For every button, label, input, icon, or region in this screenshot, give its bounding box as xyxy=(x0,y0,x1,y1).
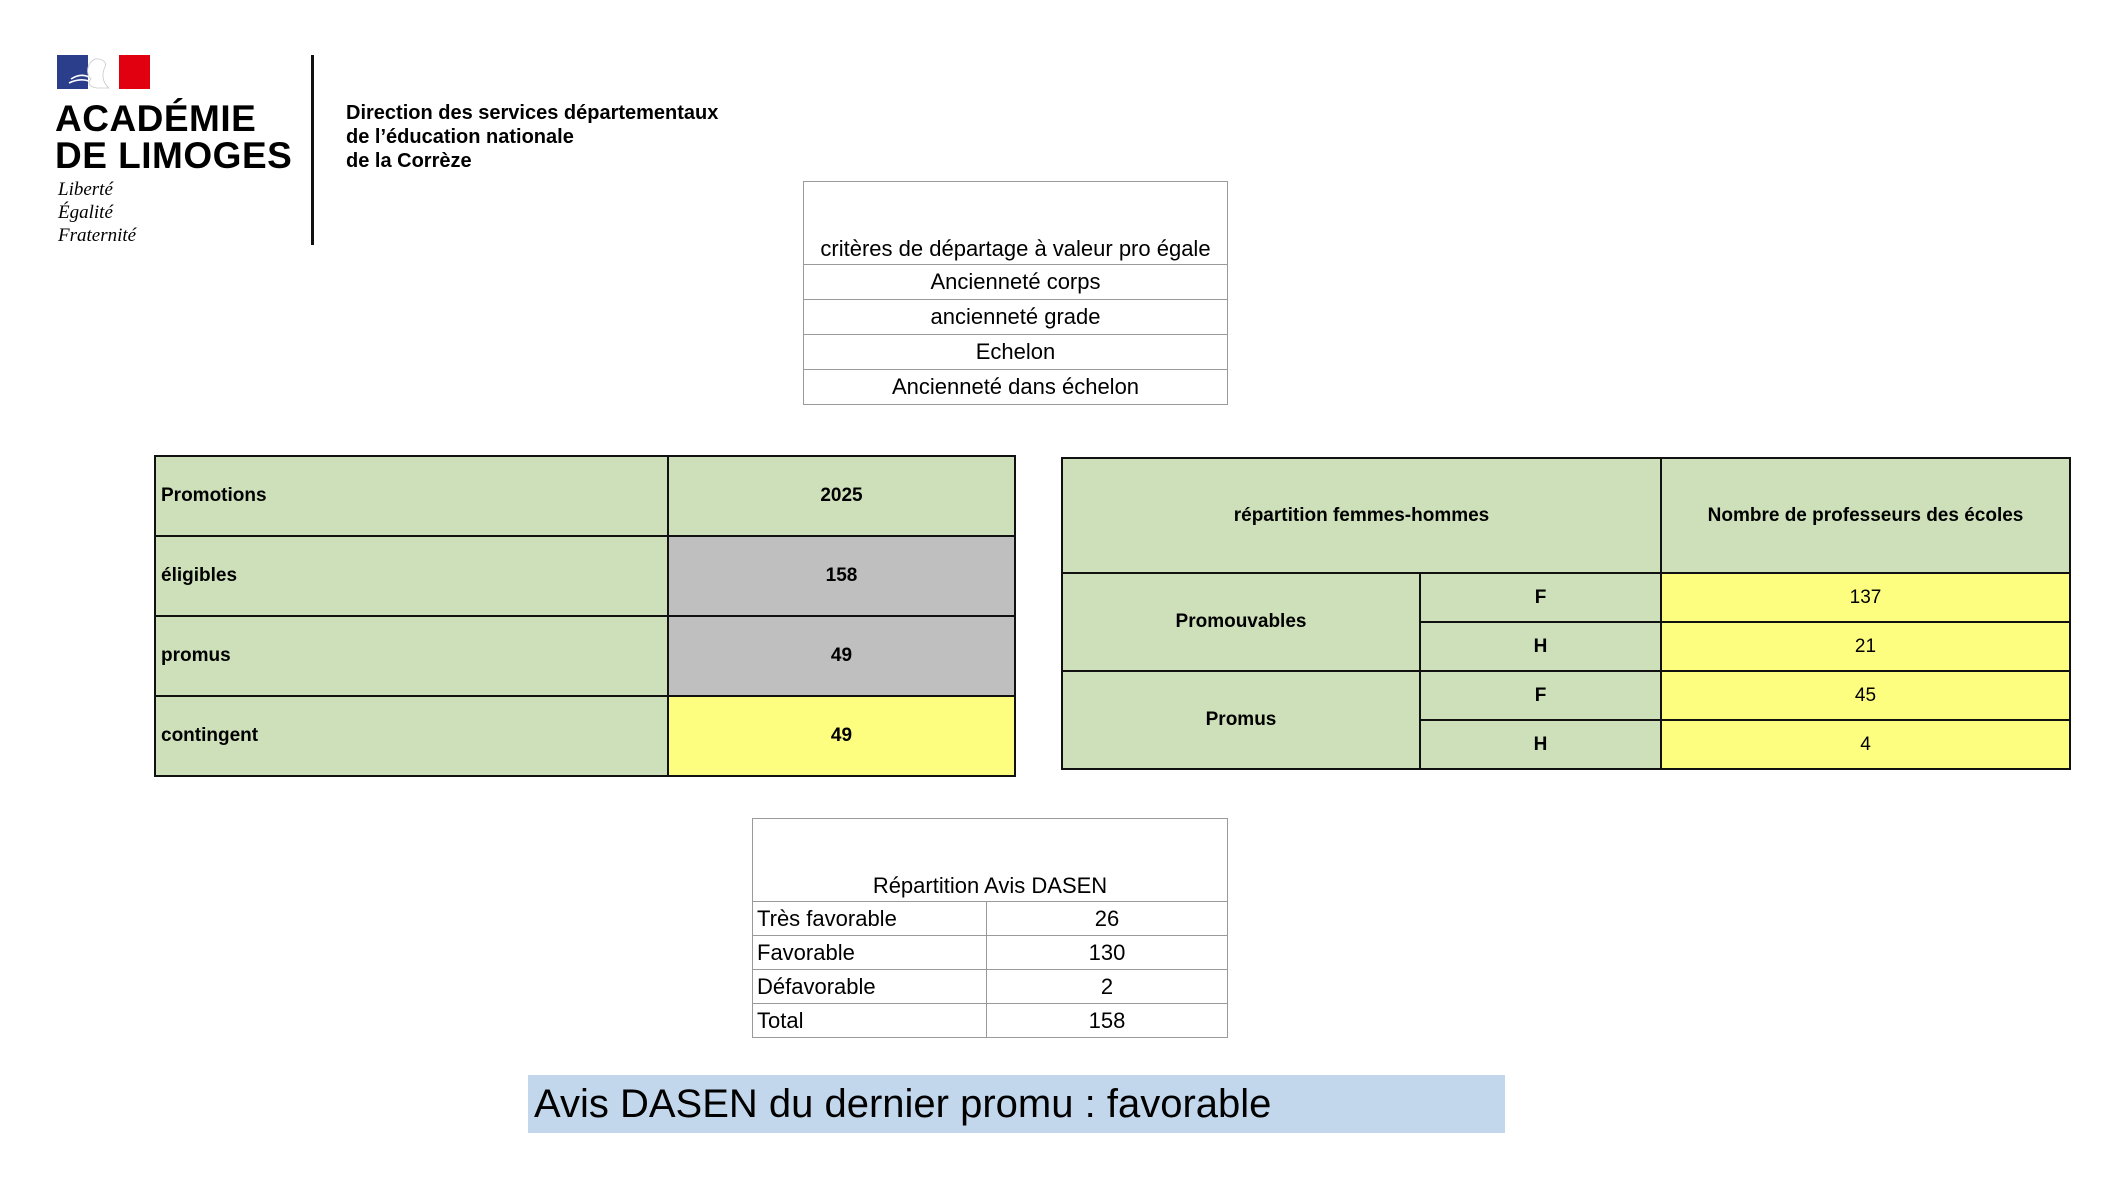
dasen-label: Très favorable xyxy=(753,902,987,936)
motto-fraternite: Fraternité xyxy=(58,225,137,246)
dasen-last-promoted-banner: Avis DASEN du dernier promu : favorable xyxy=(528,1075,1505,1133)
criteria-item: Ancienneté dans échelon xyxy=(804,370,1228,405)
direction-text xyxy=(346,101,718,173)
sex-cell: H xyxy=(1420,720,1661,769)
dasen-value: 2 xyxy=(987,970,1228,1004)
logo-title-line1: ACADÉMIE xyxy=(55,98,257,139)
row-label-promus: promus xyxy=(155,616,668,696)
criteria-item: ancienneté grade xyxy=(804,300,1228,335)
repartition-table xyxy=(1061,457,2071,770)
table-row xyxy=(155,456,1015,536)
row-label-contingent: contingent xyxy=(155,696,668,776)
table-row xyxy=(753,902,1228,936)
group-label-promus: Promus xyxy=(1062,671,1420,769)
repartition-header-value: Nombre de professeurs des écoles xyxy=(1661,458,2070,573)
table-row xyxy=(753,970,1228,1004)
academie-logo xyxy=(55,54,295,254)
count-cell: 137 xyxy=(1661,573,2070,622)
count-cell: 21 xyxy=(1661,622,2070,671)
row-label-eligibles: éligibles xyxy=(155,536,668,616)
dasen-title: Répartition Avis DASEN xyxy=(753,819,1228,902)
criteria-item: Echelon xyxy=(804,335,1228,370)
motto-egalite: Égalité xyxy=(58,202,113,223)
dasen-label: Favorable xyxy=(753,936,987,970)
dasen-value: 26 xyxy=(987,902,1228,936)
dasen-value: 130 xyxy=(987,936,1228,970)
row-value-eligibles: 158 xyxy=(668,536,1015,616)
count-cell: 4 xyxy=(1661,720,2070,769)
table-row xyxy=(155,696,1015,776)
repartition-header-label: répartition femmes-hommes xyxy=(1062,458,1661,573)
direction-line: de l’éducation nationale xyxy=(346,126,574,148)
dasen-value: 158 xyxy=(987,1004,1228,1038)
count-cell: 45 xyxy=(1661,671,2070,720)
direction-line: Direction des services départementaux xyxy=(346,102,719,124)
logo-divider xyxy=(311,55,314,245)
row-value-contingent: 49 xyxy=(668,696,1015,776)
criteria-title: critères de départage à valeur pro égale xyxy=(804,182,1228,265)
dasen-label: Total xyxy=(753,1004,987,1038)
table-row xyxy=(753,936,1228,970)
direction-line: de la Corrèze xyxy=(346,150,472,172)
criteria-item: Ancienneté corps xyxy=(804,265,1228,300)
sex-cell: H xyxy=(1420,622,1661,671)
logo-title-line2: DE LIMOGES xyxy=(55,135,293,176)
marianne-flag-icon xyxy=(57,55,150,89)
table-row xyxy=(753,1004,1228,1038)
table-row xyxy=(1062,671,2070,720)
criteria-table xyxy=(803,181,1228,405)
promotions-table xyxy=(154,455,1016,777)
table-row xyxy=(155,616,1015,696)
promotions-header-label: Promotions xyxy=(155,456,668,536)
table-row xyxy=(155,536,1015,616)
dasen-table xyxy=(752,818,1228,1038)
sex-cell: F xyxy=(1420,573,1661,622)
dasen-label: Défavorable xyxy=(753,970,987,1004)
table-row xyxy=(1062,573,2070,622)
promotions-header-year: 2025 xyxy=(668,456,1015,536)
row-value-promus: 49 xyxy=(668,616,1015,696)
motto-liberte: Liberté xyxy=(58,179,113,200)
table-row xyxy=(1062,458,2070,573)
sex-cell: F xyxy=(1420,671,1661,720)
group-label-promouvables: Promouvables xyxy=(1062,573,1420,671)
